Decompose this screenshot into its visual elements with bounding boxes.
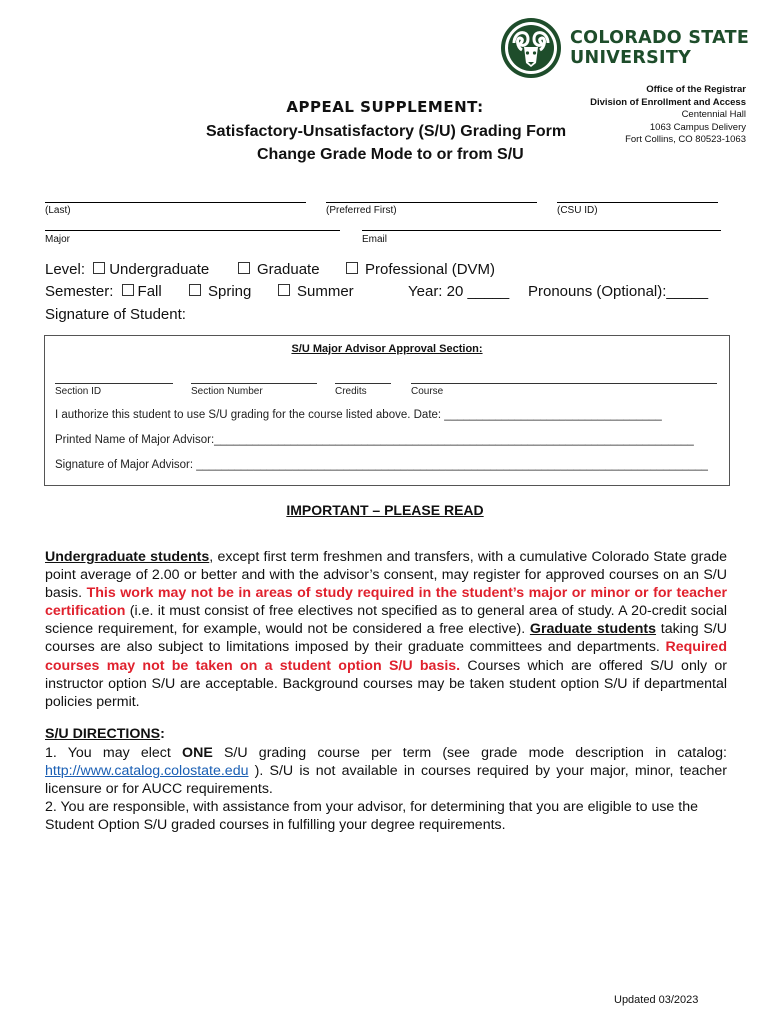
direction-1-b: S/U grading course per term (see grade mode description in catalog: — [212, 745, 727, 761]
major-field[interactable] — [45, 230, 340, 231]
section-id-label: Section ID — [55, 386, 102, 397]
section-number-field[interactable] — [191, 383, 317, 384]
section-number-label: Section Number — [191, 386, 263, 397]
building: Centennial Hall — [681, 109, 746, 120]
section-id-field[interactable] — [55, 383, 173, 384]
pronouns-field[interactable]: Pronouns (Optional):_____ — [528, 283, 709, 300]
course-label: Course — [411, 386, 444, 397]
direction-2: 2. You are responsible, with assistance from your advisor, for determining that you are eligible to use the Student Option S/U graded courses in fulfilling your degree requirements. — [45, 799, 698, 834]
professional-checkbox[interactable] — [346, 262, 358, 274]
email-field[interactable] — [362, 230, 721, 231]
spring-checkbox[interactable] — [189, 284, 201, 296]
csu-id-field[interactable] — [557, 202, 718, 203]
wordmark-line2: UNIVERSITY — [570, 48, 692, 68]
catalog-link[interactable]: http://www.catalog.colostate.edu — [45, 763, 249, 780]
ug-text-1: , except first term freshmen and transfers, with a cumulative Colorado State grade point average of 2.00 or better and with the advisor’s consent, may register for approved courses on an S/U basis. — [45, 549, 728, 602]
ug-text-2: (i.e. it must consist of free electives not specified as to general area of study. A 20-credit social science requirement, for example, would not be considered a free elective). — [45, 603, 727, 638]
policy-paragraph — [45, 548, 727, 711]
fall-option: Fall — [137, 283, 162, 300]
year-field[interactable]: Year: 20 _____ — [408, 283, 510, 300]
student-signature-label: Signature of Student: — [45, 306, 186, 323]
credits-field[interactable] — [335, 383, 391, 384]
office-name: Office of the Registrar — [646, 84, 746, 95]
important-heading: IMPORTANT – PLEASE READ — [286, 502, 484, 518]
last-name-field[interactable] — [45, 202, 306, 203]
csu-wordmark — [570, 28, 749, 68]
updated-date: Updated 03/2023 — [614, 994, 699, 1006]
grad-text-1: taking S/U courses are also subject to limitations imposed by their graduate committees and departments. — [45, 621, 727, 656]
directions-heading-wrap — [45, 725, 727, 743]
direction-1 — [45, 744, 727, 798]
level-label: Level: — [45, 261, 86, 278]
undergraduate-students-label: Undergraduate students — [45, 549, 210, 565]
authorize-statement-date-field[interactable]: I authorize this student to use S/U grading for the course listed above. Date: __________________________________ — [55, 409, 662, 421]
directions-colon: : — [160, 726, 165, 742]
spring-option: Spring — [208, 283, 252, 300]
undergraduate-checkbox[interactable] — [93, 262, 105, 274]
form-subtitle-2: Change Grade Mode to or from S/U — [257, 146, 524, 163]
semester-row — [45, 283, 162, 300]
preferred-first-field[interactable] — [326, 202, 537, 203]
summer-option: Summer — [297, 283, 354, 300]
grad-text-2: Courses which are offered S/U only or instructor option S/U are acceptable. Background courses may be taken student option S/U if departmental policies permit. — [45, 657, 727, 710]
direction-1-c: ). S/U is not available in courses required by your major, minor, teacher licensure or for AUCC requirements. — [45, 763, 727, 798]
division-name: Division of Enrollment and Access — [590, 96, 746, 108]
direction-1-a: 1. You may elect — [45, 745, 183, 761]
graduate-students-label: Graduate students — [529, 621, 657, 638]
directions-heading: S/U DIRECTIONS — [45, 726, 161, 742]
graduate-option-wrap — [238, 261, 320, 278]
advisor-approval-section — [44, 335, 730, 486]
ug-warning: This work may not be in areas of study required in the student’s major or minor or for teacher certification — [45, 585, 727, 620]
csu-ram-logo-icon — [500, 17, 562, 79]
level-row — [45, 261, 209, 278]
credits-label: Credits — [335, 386, 367, 397]
grad-warning: Required courses may not be taken on a student option S/U basis. — [45, 639, 727, 674]
csu-id-label: (CSU ID) — [557, 205, 598, 216]
major-label: Major — [45, 234, 71, 245]
wordmark-line1: COLORADO STATE — [570, 28, 750, 48]
undergraduate-option: Undergraduate — [109, 261, 210, 278]
advisor-printed-name-field[interactable]: Printed Name of Major Advisor:___________________________________________________________________________ — [55, 434, 694, 446]
campus-delivery: 1063 Campus Delivery — [649, 121, 746, 133]
form-title: APPEAL SUPPLEMENT: — [286, 98, 484, 116]
summer-checkbox[interactable] — [278, 284, 290, 296]
professional-option-wrap — [346, 261, 495, 278]
direction-1-one: ONE — [182, 745, 213, 761]
graduate-option: Graduate — [257, 261, 320, 278]
summer-option-wrap — [278, 283, 354, 300]
graduate-checkbox[interactable] — [238, 262, 250, 274]
spring-option-wrap — [189, 283, 251, 300]
form-subtitle: Satisfactory-Unsatisfactory (S/U) Grading Form — [206, 123, 567, 140]
fall-checkbox[interactable] — [122, 284, 134, 296]
semester-label: Semester: — [45, 283, 114, 300]
advisor-signature-field[interactable]: Signature of Major Advisor: ________________________________________________________________________________ — [55, 459, 708, 471]
advisor-section-heading: S/U Major Advisor Approval Section: — [291, 343, 483, 355]
professional-option: Professional (DVM) — [365, 261, 496, 278]
email-label: Email — [362, 234, 388, 245]
city-zip: Fort Collins, CO 80523-1063 — [625, 134, 746, 145]
last-name-label: (Last) — [45, 205, 71, 216]
preferred-first-label: (Preferred First) — [326, 205, 397, 216]
course-field[interactable] — [411, 383, 717, 384]
